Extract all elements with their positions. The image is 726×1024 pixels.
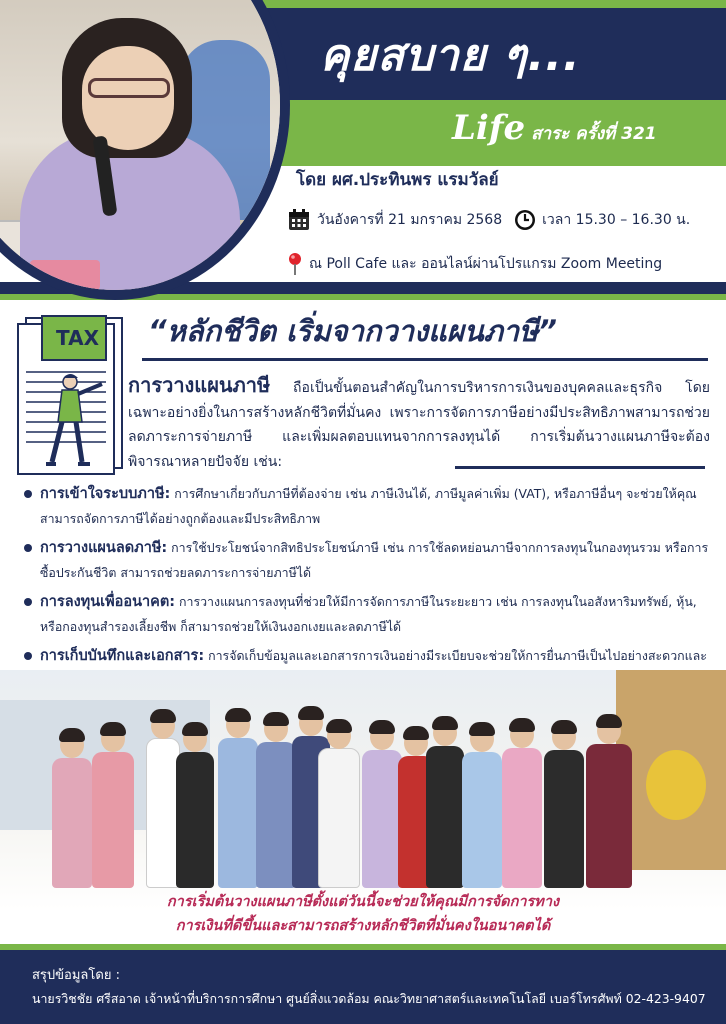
list-item-text: การจัดเก็บข้อมูลและเอกสารการเงินอย่างมีระเบียบจะช่วยให้การยื่นภาษีเป็นไปอย่างสะดวกและ bbox=[208, 648, 707, 663]
article-headline: “หลักชีวิต เริ่มจากวางแผนภาษี” bbox=[148, 314, 557, 348]
event-location: ณ Poll Cafe และ ออนไลน์ผ่านโปรแกรม Zoom Meeting bbox=[309, 256, 663, 272]
series-label bbox=[452, 108, 657, 148]
footer-label: สรุปข้อมูลโดย : bbox=[32, 968, 120, 983]
location-pin-icon bbox=[287, 252, 303, 276]
clock-icon bbox=[514, 209, 536, 231]
list-item-title: การเก็บบันทึกและเอกสาร: bbox=[40, 648, 205, 664]
group-photo bbox=[0, 670, 726, 910]
closing-line-2: การเงินที่ดีขึ้นและสามารถสร้างหลักชีวิตที่มั่นคงในอนาคตได้ bbox=[175, 918, 551, 934]
intro-lead: การวางแผนภาษี bbox=[128, 373, 271, 397]
calendar-icon bbox=[287, 208, 311, 232]
event-date-time bbox=[287, 208, 690, 232]
bullet-dot bbox=[24, 490, 32, 498]
headline-rule bbox=[142, 358, 708, 361]
tax-sign-text: TAX bbox=[56, 326, 99, 350]
list-item bbox=[22, 536, 712, 584]
series-episode: สาระ ครั้งที่ 321 bbox=[531, 124, 657, 144]
event-location-row bbox=[287, 252, 662, 276]
footer bbox=[0, 950, 726, 1024]
header-top-accent bbox=[230, 0, 726, 8]
bullet-dot bbox=[24, 598, 32, 606]
tax-illustration bbox=[12, 312, 138, 476]
list-item bbox=[22, 482, 712, 530]
page-title: คุยสบาย ๆ... bbox=[320, 30, 581, 81]
bullet-dot bbox=[24, 652, 32, 660]
intro-text: ถือเป็นขั้นตอนสำคัญในการบริหารการเงินของบุคคลและธุรกิจ โดยเฉพาะอย่างยิ่งในการสร้างหลักชีวิตที่มั่นคง เพราะการจัดการภาษีอย่างมีประสิทธิภาพสามารถช่วยลดภาระการจ่ายภาษี และเพิ่มผลตอบแทนจากการลงทุนได้ การเริ่มต้นวางแผนภาษีจะต้องพิจารณาหลายปัจจัย เช่น: bbox=[128, 380, 710, 470]
speaker-name: โดย ผศ.ประทินพร แรมวัลย์ bbox=[296, 170, 499, 190]
list-item bbox=[22, 590, 712, 638]
list-item-text: การใช้ประโยชน์จากสิทธิประโยชน์ภาษี เช่น การใช้ลดหย่อนภาษีจากการลงทุนในกองทุนรวม หรือการซื้อประกันชีวิต สามารถช่วยลดภาระการจ่ายภาษีได้ bbox=[40, 540, 709, 580]
closing-line-1: การเริ่มต้นวางแผนภาษีตั้งแต่วันนี้จะช่วยให้คุณมีการจัดการทาง bbox=[166, 894, 560, 910]
bullet-dot bbox=[24, 544, 32, 552]
speaker-photo-frame bbox=[0, 0, 290, 300]
closing-message bbox=[0, 890, 726, 938]
speaker-photo bbox=[0, 0, 280, 290]
event-date: วันอังคารที่ 21 มกราคม 2568 bbox=[317, 212, 503, 228]
list-item-title: การวางแผนลดภาษี: bbox=[40, 540, 168, 556]
list-item-title: การเข้าใจระบบภาษี: bbox=[40, 486, 171, 502]
event-time: เวลา 15.30 – 16.30 น. bbox=[542, 212, 691, 228]
list-item-text: การศึกษาเกี่ยวกับภาษีที่ต้องจ่าย เช่น ภาษีเงินได้, ภาษีมูลค่าเพิ่ม (VAT), หรือภาษีอื่นๆ จะช่วยให้คุณสามารถจัดการภาษีได้อย่างถูกต้องและมีประสิทธิภาพ bbox=[40, 486, 697, 526]
footer-credit: นายรวิชชัย ศรีสอาด เจ้าหน้าที่บริการการศึกษา ศูนย์สิ่งแวดล้อม คณะวิทยาศาสตร์และเทคโนโลยี เบอร์โทรศัพท์ 02-423-9407 bbox=[32, 991, 706, 1006]
list-item-title: การลงทุนเพื่ออนาคต: bbox=[40, 594, 176, 610]
tax-tips-list bbox=[22, 482, 712, 698]
intro-rule bbox=[455, 466, 705, 469]
series-word: Life bbox=[452, 108, 526, 148]
list-item-text: การวางแผนการลงทุนที่ช่วยให้มีการจัดการภาษีในระยะยาว เช่น การลงทุนในอสังหาริมทรัพย์, หุ้น, หรือกองทุนสำรองเลี้ยงชีพ ก็สามารถช่วยให้เงินงอกเงยและลดภาษีได้ bbox=[40, 594, 697, 634]
article-intro bbox=[128, 373, 710, 474]
